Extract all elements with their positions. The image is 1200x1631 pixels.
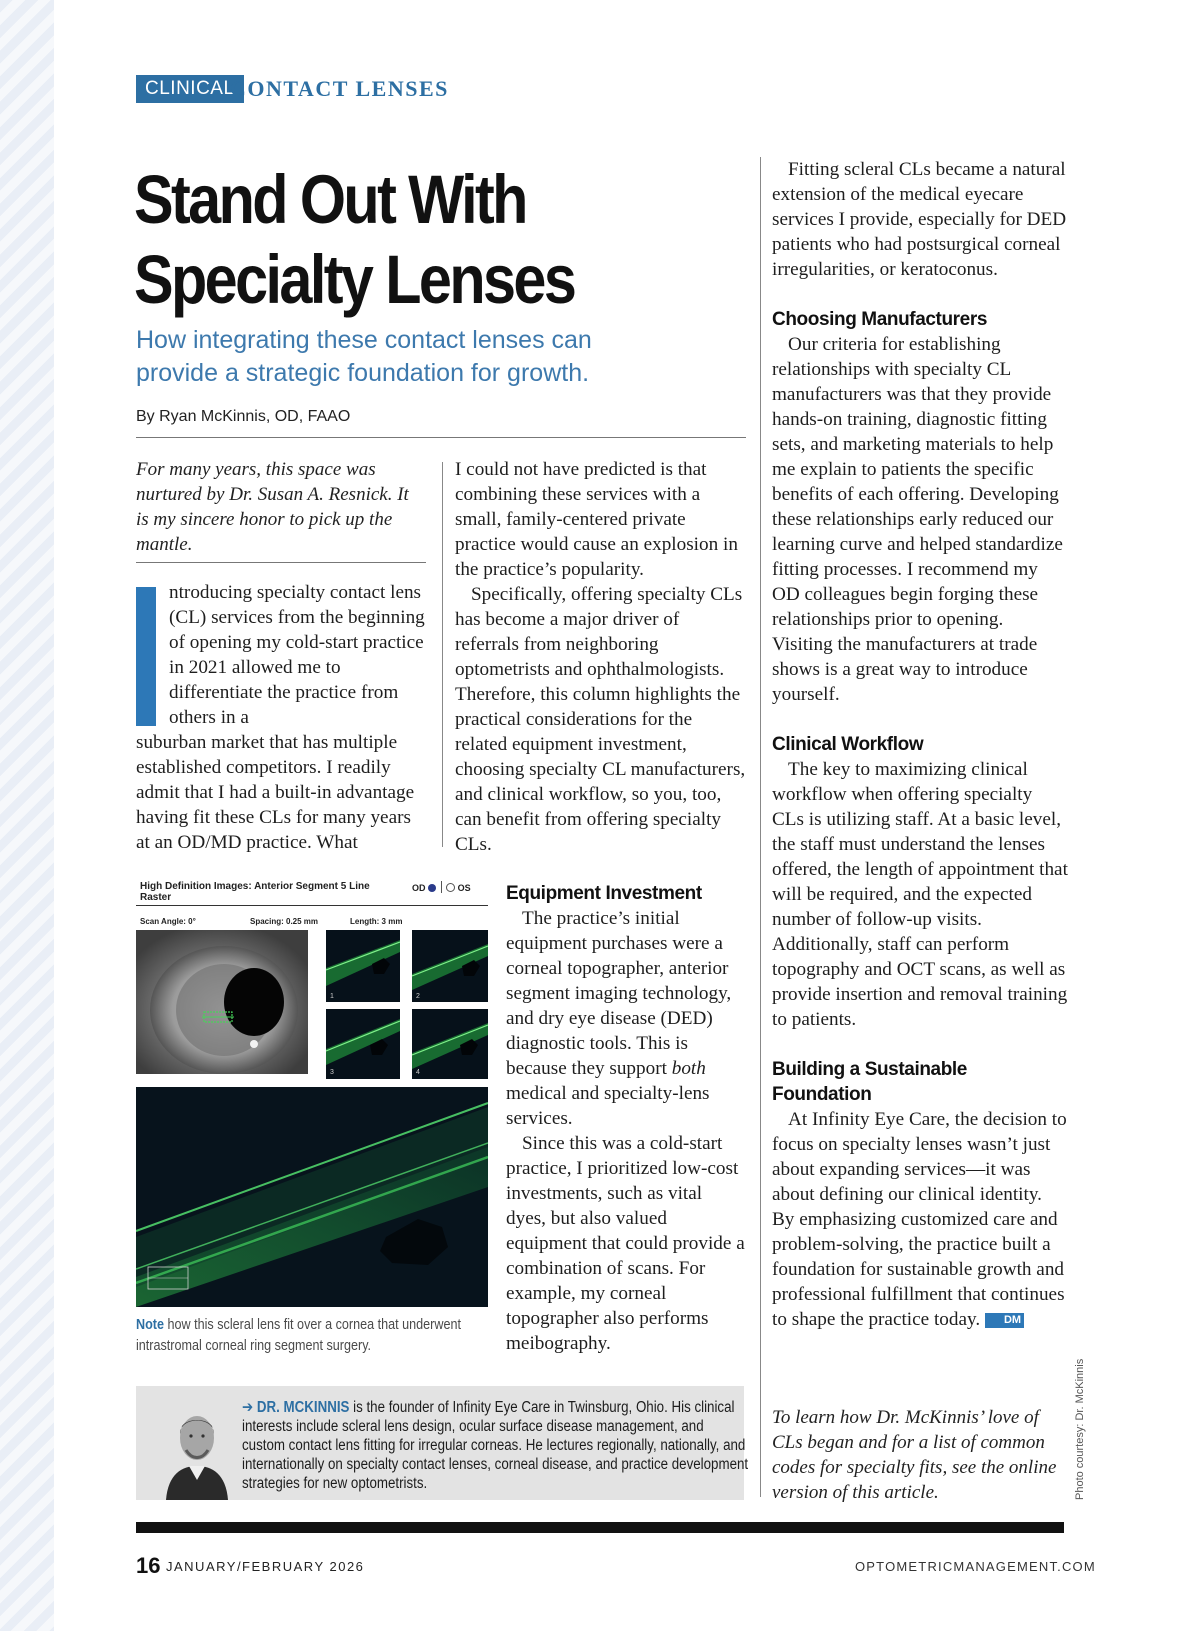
end-mark: DM bbox=[985, 1313, 1024, 1328]
bio-text bbox=[242, 1398, 749, 1493]
subhead-workflow: Clinical Workflow bbox=[772, 734, 924, 755]
paragraph-foundation bbox=[772, 1107, 1068, 1332]
author-bio-box bbox=[136, 1386, 749, 1500]
thumb-number-3: 3 bbox=[330, 1069, 334, 1076]
photo-credit: Photo courtesy: Dr. McKinnis bbox=[1074, 1358, 1086, 1500]
footer-bar bbox=[136, 1522, 1064, 1533]
bio-description: is the founder of Infinity Eye Care in Twinsburg, Ohio. His clinical interests include scleral lens design, ocular surface disease management, and custom contact lens fitting for irregular corneas. He lectures regionally, nationally, and internationally on specialty contact lenses, corneal disease, and practice development strategies for new optometrists. bbox=[242, 1399, 749, 1492]
author-portrait bbox=[162, 1394, 232, 1500]
body-column-2 bbox=[455, 457, 747, 857]
deck-line-2: provide a strategic foundation for growth. bbox=[136, 359, 590, 387]
os-empty-icon bbox=[446, 883, 455, 892]
paragraph-manufacturers: Our criteria for establishing relationships with specialty CL manufacturers was that they provide hands-on training, diagnostic fitting sets, and marketing materials to help me explain to patients the specific benefits of each offering. Developing these relationships early reduced our learning curve and helped standardize fitting processes. I recommend my OD colleagues begin forging these relationships prior to opening. Visiting the manufacturers at trade shows is a great way to introduce yourself. bbox=[772, 334, 1063, 705]
paragraph-1-opening: ntroducing specialty contact lens (CL) services from the beginning of opening my cold-start practice in 2021 allowed me to differentiate the practice from others in a bbox=[169, 582, 425, 728]
headline-line-2: Specialty Lenses bbox=[134, 241, 575, 318]
paragraph-scleral: Fitting scleral CLs became a natural extension of the medical eyecare services I provide, especially for DED patients who had postsurgical corneal irregularities, or keratoconus. bbox=[772, 159, 1067, 280]
eye-selector bbox=[412, 881, 471, 893]
equipment-text-b: medical and specialty-lens services. bbox=[506, 1083, 710, 1129]
bio-name: DR. MCKINNIS bbox=[256, 1399, 350, 1416]
figure-header-rule bbox=[136, 905, 488, 906]
issue-date: JANUARY/FEBRUARY 2026 bbox=[166, 1559, 365, 1574]
oct-thumbnail-4 bbox=[412, 1009, 488, 1079]
headline-line-1: Stand Out With bbox=[134, 161, 526, 238]
intro-note: For many years, this space was nurtured by Dr. Susan A. Resnick. It is my sincere honor to pick up the mantle. bbox=[136, 459, 409, 555]
arrow-icon: ➔ bbox=[242, 1399, 257, 1416]
body-column-3 bbox=[772, 157, 1068, 1332]
subhead-equipment: Equipment Investment bbox=[506, 883, 702, 904]
paragraph-2: Specifically, offering specialty CLs has become a major driver of referrals from neighboring optometrists and ophthalmologists. Therefore, this column highlights the practical considerations for the related equipment investment, choosing specialty CL manufacturers, and clinical workflow, so you, too, can benefit from offering specialty CLs. bbox=[455, 584, 746, 855]
subhead-manufacturers: Choosing Manufacturers bbox=[772, 309, 987, 330]
caption-note-label: Note bbox=[136, 1316, 165, 1333]
od-filled-icon bbox=[428, 884, 436, 892]
byline-rule bbox=[136, 437, 746, 438]
length-label: Length: 3 mm bbox=[350, 917, 403, 926]
scan-angle-label: Scan Angle: 0° bbox=[140, 917, 196, 926]
figure-caption bbox=[136, 1314, 497, 1356]
paragraph-foundation-text: At Infinity Eye Care, the decision to focus on specialty lenses wasn’t just about expanding services—it was about defining our clinical identity. By emphasizing customized care and problem-solving, the practice built a foundation for sustainable growth and professional fulfillment that continues to shape the practice today. bbox=[772, 1109, 1067, 1330]
paragraph-equipment-2: Since this was a cold-start practice, I prioritized low-cost investments, such as vital dyes, but also valued equipment that could provide a combination of scans. For example, my corneal topographer also performs meibography. bbox=[506, 1133, 745, 1354]
oct-thumbnail-1 bbox=[326, 930, 400, 1002]
thumb-number-1: 1 bbox=[330, 993, 334, 1000]
online-note: To learn how Dr. McKinnis’ love of CLs began and for a list of common codes for specialty fits, see the online version of this article. bbox=[772, 1407, 1057, 1503]
intro-rule bbox=[136, 562, 426, 563]
thumb-number-2: 2 bbox=[416, 993, 420, 1000]
column-divider-1 bbox=[442, 462, 443, 847]
thumb-number-4: 4 bbox=[416, 1069, 420, 1076]
oct-figure bbox=[136, 877, 488, 1307]
page-number: 16 bbox=[136, 1553, 161, 1578]
paragraph-workflow: The key to maximizing clinical workflow when offering specialty CLs is utilizing staff. At a basic level, the staff must understand the lenses offered, the length of appointment that will be required, and the expected number of follow-up visits. Additionally, staff can perform topography and OCT scans, as well as provide insertion and removal training to patients. bbox=[772, 759, 1068, 1030]
caption-text: how this scleral lens fit over a cornea that underwent intrastromal corneal ring segment surgery. bbox=[136, 1316, 461, 1354]
paragraph-equipment-1 bbox=[506, 906, 746, 1131]
os-label: OS bbox=[457, 883, 471, 893]
page-edge-pattern bbox=[0, 0, 54, 1631]
figure-title-line-1: High Definition Images: Anterior Segment 5 Line bbox=[140, 881, 370, 892]
headline bbox=[134, 160, 650, 320]
od-label: OD bbox=[412, 883, 426, 893]
selector-divider bbox=[441, 881, 442, 893]
oct-thumbnail-2 bbox=[412, 930, 488, 1002]
subhead-foundation: Building a Sustainable Foundation bbox=[772, 1059, 967, 1105]
section-topic: CONTACT LENSES bbox=[230, 76, 449, 101]
paragraph-1-continued: suburban market that has multiple established competitors. I readily admit that I had a built-in advantage having fit these CLs for many years at an OD/MD practice. What bbox=[136, 732, 415, 853]
website: OPTOMETRICMANAGEMENT.COM bbox=[855, 1559, 1096, 1574]
paragraph-1-end: I could not have predicted is that combining these services with a small, family-centered private practice would cause an explosion in the practice’s popularity. bbox=[455, 459, 738, 580]
spacing-label: Spacing: 0.25 mm bbox=[250, 917, 319, 926]
body-column-equipment bbox=[506, 881, 746, 1356]
oct-large-scan bbox=[136, 1087, 488, 1307]
figure-title bbox=[140, 881, 380, 903]
figure-title-line-2: Raster bbox=[140, 892, 172, 903]
body-column-1 bbox=[136, 580, 426, 855]
deck-line-1: How integrating these contact lenses can bbox=[136, 326, 592, 354]
byline: By Ryan McKinnis, OD, FAAO bbox=[136, 408, 351, 425]
oct-thumbnail-3 bbox=[326, 1009, 400, 1079]
deck bbox=[136, 324, 696, 390]
eye-photo bbox=[136, 930, 308, 1074]
equipment-text-a: The practice’s initial equipment purchases were a corneal topographer, anterior segment imaging technology, and dry eye disease (DED) diagnostic tools. This is because they support bbox=[506, 908, 732, 1079]
column-divider-2 bbox=[760, 157, 761, 1497]
equipment-emphasis: both bbox=[671, 1058, 706, 1079]
section-tag: CLINICAL bbox=[136, 75, 244, 103]
